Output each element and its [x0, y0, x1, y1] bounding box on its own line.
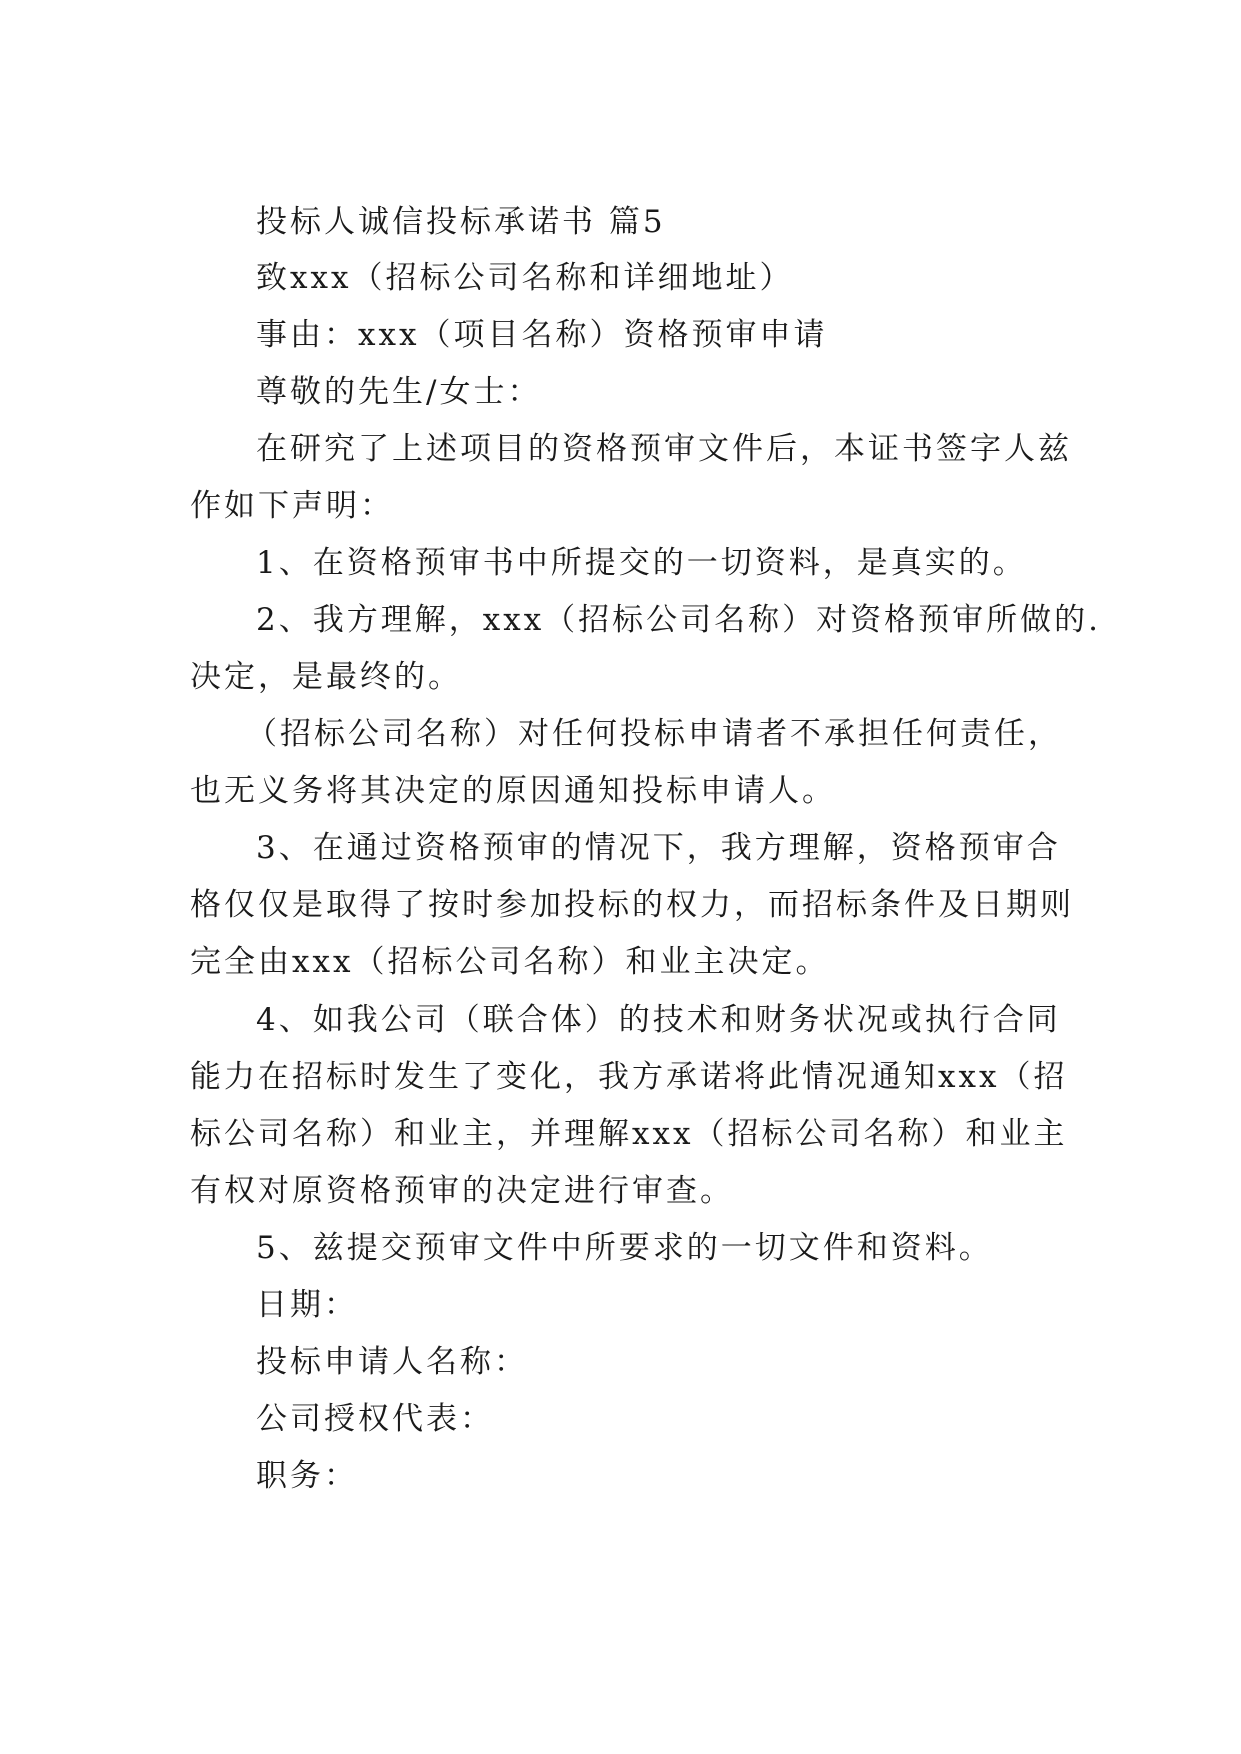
item-3-line-1: 3、在通过资格预审的情况下，我方理解，资格预审合	[256, 830, 1061, 866]
representative-label: 公司授权代表：	[256, 1401, 494, 1437]
item-2-cont-line-2: 也无义务将其决定的原因通知投标申请人。	[190, 773, 836, 809]
item-1: 1、在资格预审书中所提交的一切资料，是真实的。	[256, 545, 1027, 581]
item-2-cont-line-1: （招标公司名称）对任何投标申请者不承担任何责任，	[246, 716, 1062, 752]
addressee: 致xxx（招标公司名称和详细地址）	[256, 260, 794, 296]
item-3-line-2: 格仅仅是取得了按时参加投标的权力，而招标条件及日期则	[190, 887, 1074, 923]
item-4-line-4: 有权对原资格预审的决定进行审查。	[190, 1173, 734, 1209]
subject-line: 事由：xxx（项目名称）资格预审申请	[256, 317, 828, 353]
item-4-line-1: 4、如我公司（联合体）的技术和财务状况或执行合同	[256, 1002, 1061, 1038]
item-4-line-2: 能力在招标时发生了变化，我方承诺将此情况通知xxx（招	[190, 1059, 1068, 1095]
intro-line-1: 在研究了上述项目的资格预审文件后，本证书签字人兹	[256, 431, 1072, 467]
intro-line-2: 作如下声明：	[190, 488, 394, 524]
position-label: 职务：	[256, 1458, 358, 1494]
document-title: 投标人诚信投标承诺书 篇5	[256, 204, 666, 240]
date-field-label: 日期：	[256, 1287, 358, 1323]
item-3-line-3: 完全由xxx（招标公司名称）和业主决定。	[190, 944, 830, 980]
item-4-line-3: 标公司名称）和业主，并理解xxx（招标公司名称）和业主	[190, 1116, 1068, 1152]
applicant-name-label: 投标申请人名称：	[256, 1344, 528, 1380]
item-2-line-2: 决定，是最终的。	[190, 659, 462, 695]
salutation: 尊敬的先生/女士：	[256, 374, 542, 410]
item-5: 5、兹提交预审文件中所要求的一切文件和资料。	[256, 1230, 993, 1266]
item-2-line-1: 2、我方理解，xxx（招标公司名称）对资格预审所做的.	[256, 602, 1102, 638]
